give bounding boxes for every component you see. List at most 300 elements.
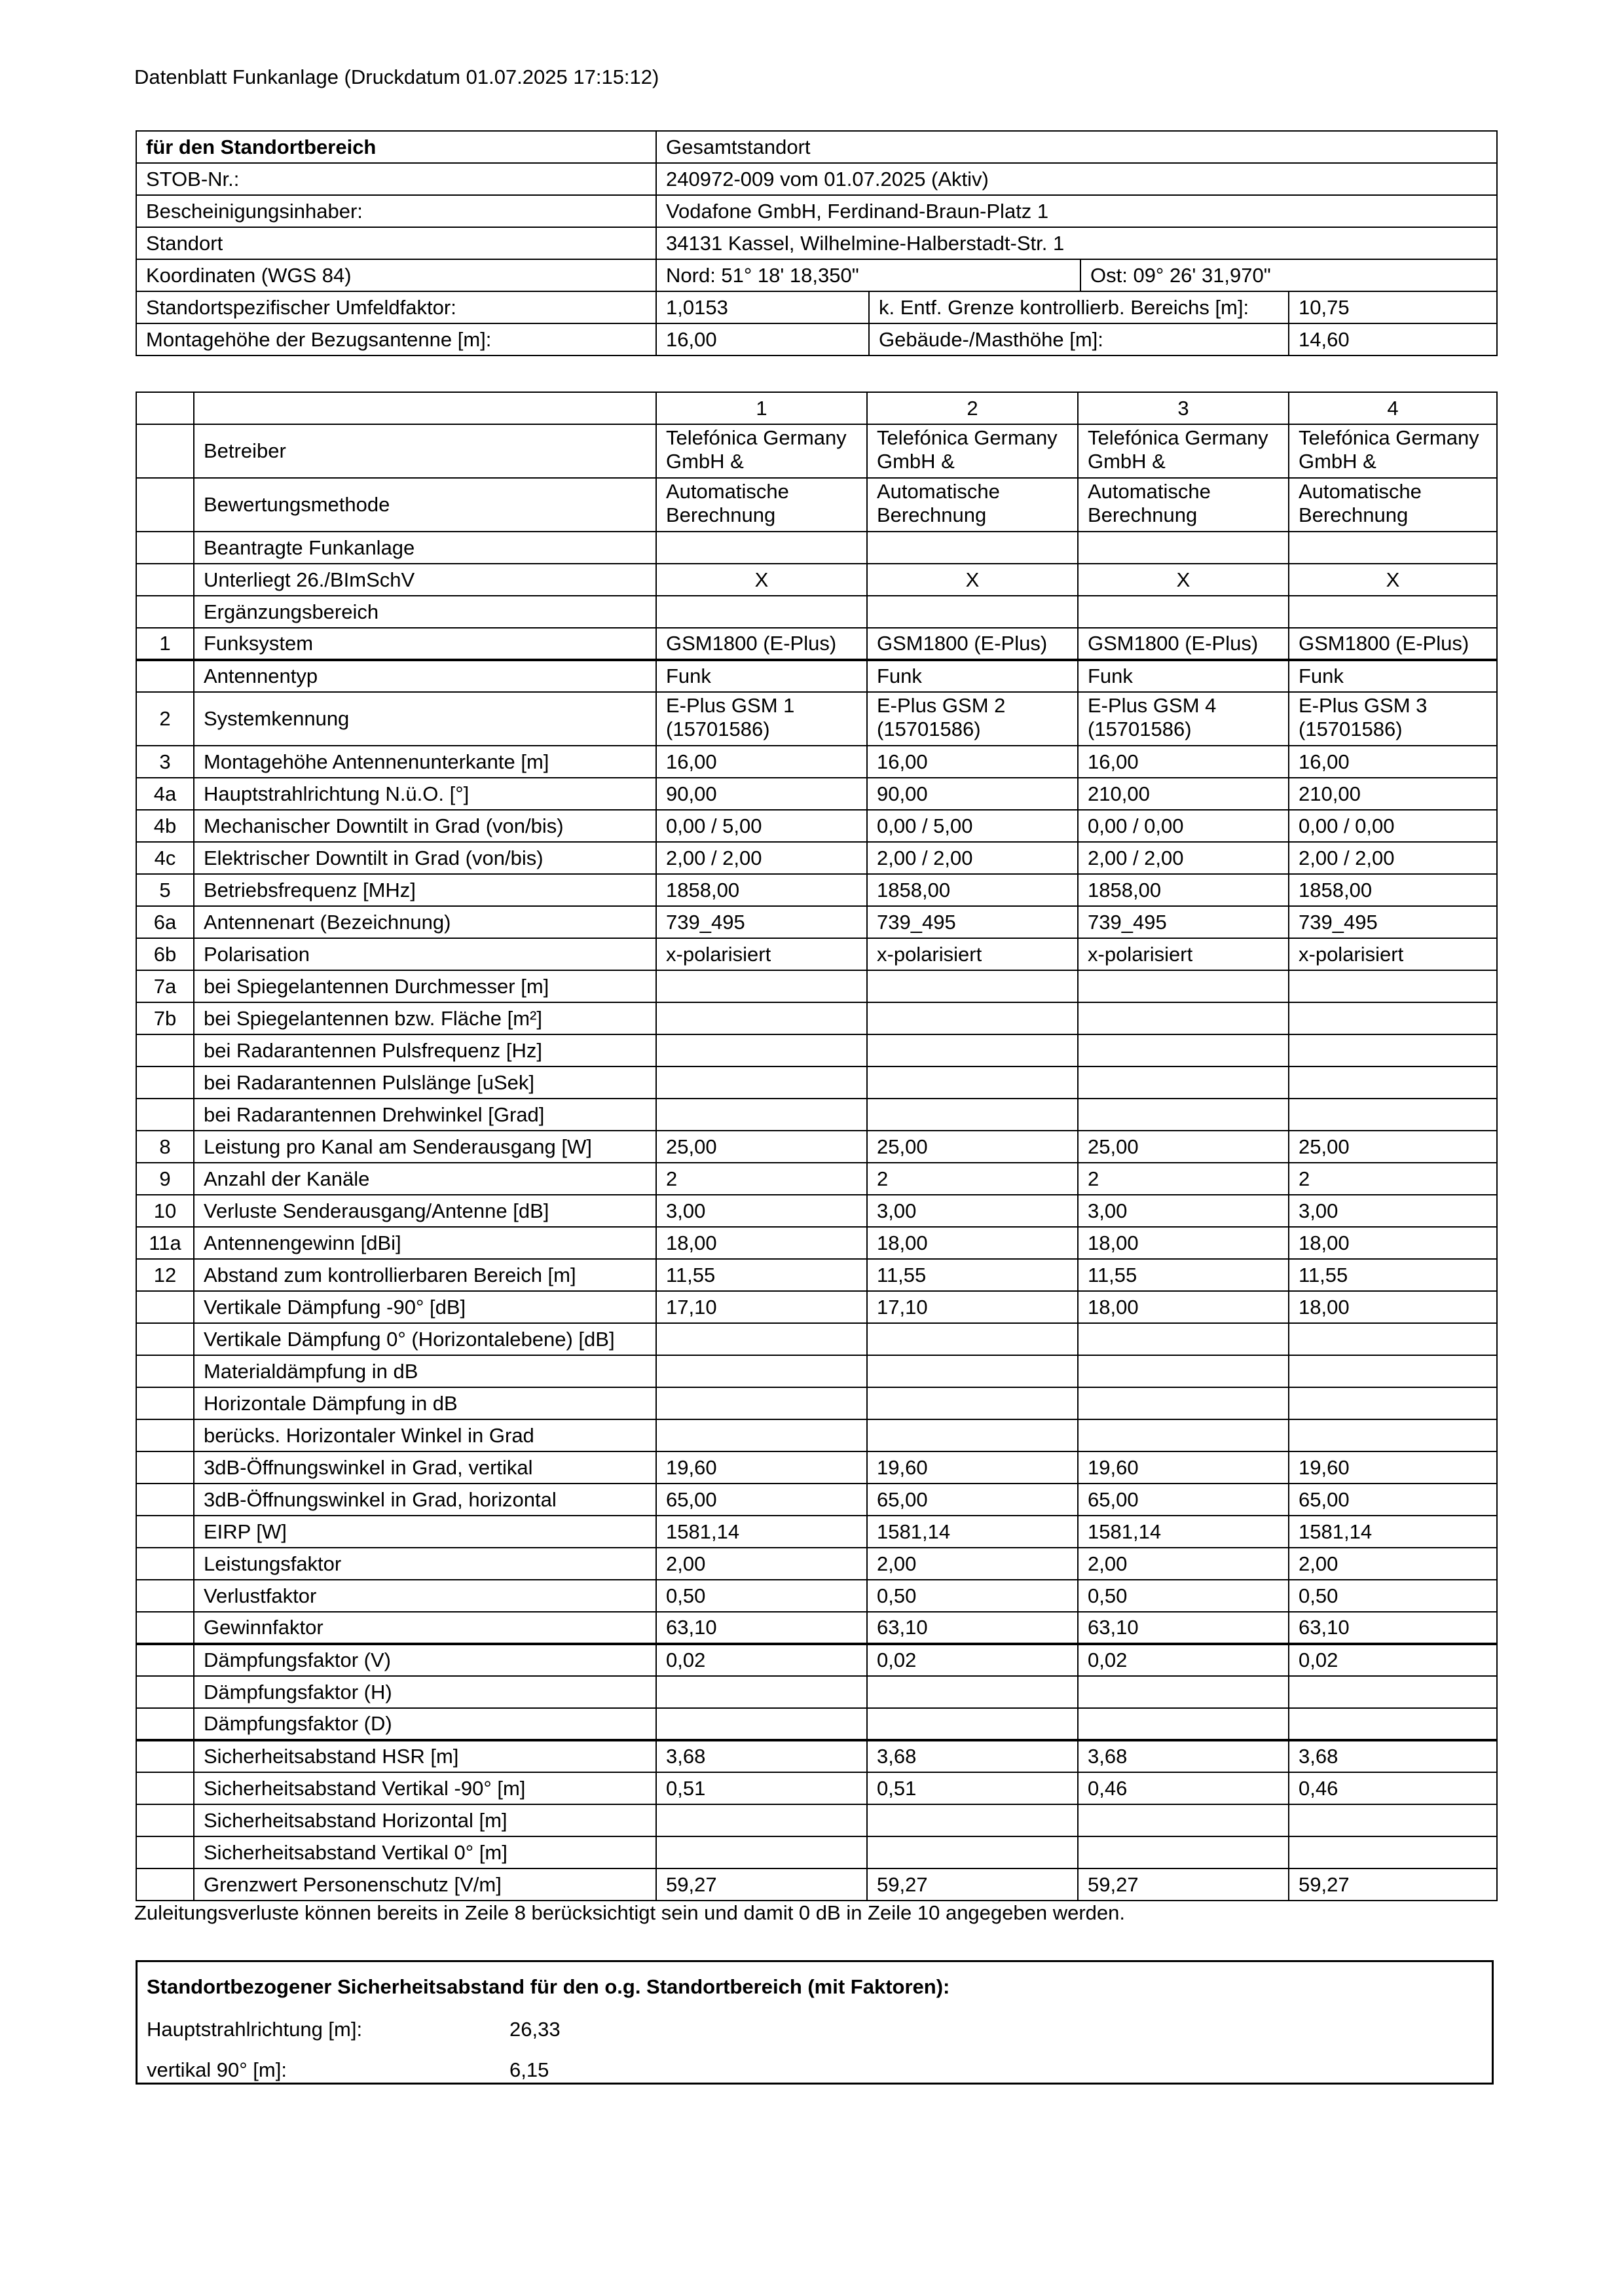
- value-cell: 25,00: [1289, 1131, 1497, 1163]
- table-row: [136, 478, 1497, 532]
- value-cell: [1078, 1002, 1289, 1034]
- row-number: [136, 1740, 194, 1772]
- value-cell: 2: [656, 1163, 867, 1195]
- value-cell: [1289, 1066, 1497, 1099]
- table-row: [136, 1451, 1497, 1484]
- value-cell: [1078, 1034, 1289, 1066]
- value-cell: x-polarisiert: [867, 938, 1078, 970]
- value-cell: 1581,14: [1078, 1516, 1289, 1548]
- row-label: Sicherheitsabstand HSR [m]: [194, 1740, 656, 1772]
- table-row: [136, 660, 1497, 692]
- value-cell: X: [867, 564, 1078, 596]
- row-label: 3dB-Öffnungswinkel in Grad, vertikal: [194, 1451, 656, 1484]
- value-cell: 65,00: [867, 1484, 1078, 1516]
- value-cell: 0,02: [1289, 1644, 1497, 1676]
- value-cell: x-polarisiert: [656, 938, 867, 970]
- value-cell: Funk: [1289, 660, 1497, 692]
- row-label: Anzahl der Kanäle: [194, 1163, 656, 1195]
- value-cell: 3,00: [867, 1195, 1078, 1227]
- value-cell: Automatische Berechnung: [1078, 478, 1289, 532]
- row-number: 7a: [136, 970, 194, 1002]
- value-cell: Automatische Berechnung: [867, 478, 1078, 532]
- row-label: Verluste Senderausgang/Antenne [dB]: [194, 1195, 656, 1227]
- north-value: Nord: 51° 18' 18,350": [656, 259, 1080, 291]
- table-row: [136, 628, 1497, 660]
- row-number: 10: [136, 1195, 194, 1227]
- site-info-table: [136, 130, 1498, 356]
- value-cell: 1858,00: [1078, 874, 1289, 906]
- row-number: [136, 478, 194, 532]
- value-cell: 25,00: [1078, 1131, 1289, 1163]
- value-cell: GSM1800 (E-Plus): [1078, 628, 1289, 660]
- row-label: Funksystem: [194, 628, 656, 660]
- table-row: [136, 1836, 1497, 1868]
- value-cell: [867, 1002, 1078, 1034]
- value-cell: [867, 1099, 1078, 1131]
- boundary-label: k. Entf. Grenze kontrollierb. Bereichs [m]:: [869, 291, 1289, 323]
- value-cell: [1289, 1708, 1497, 1740]
- table-row: [136, 746, 1497, 778]
- row-label: Antennenart (Bezeichnung): [194, 906, 656, 938]
- value-cell: 16,00: [867, 746, 1078, 778]
- east-value: Ost: 09° 26' 31,970": [1080, 259, 1497, 291]
- value-cell: x-polarisiert: [1078, 938, 1289, 970]
- value-cell: 2,00 / 2,00: [1289, 842, 1497, 874]
- value-cell: 1858,00: [867, 874, 1078, 906]
- table-row: [136, 1195, 1497, 1227]
- table-row: [136, 424, 1497, 478]
- row-number: 5: [136, 874, 194, 906]
- row-label: Abstand zum kontrollierbaren Bereich [m]: [194, 1259, 656, 1291]
- row-label: Elektrischer Downtilt in Grad (von/bis): [194, 842, 656, 874]
- value-cell: [867, 1708, 1078, 1740]
- table-row: [136, 1772, 1497, 1804]
- value-cell: 3,00: [1078, 1195, 1289, 1227]
- value-cell: [1289, 1002, 1497, 1034]
- value-cell: [867, 1034, 1078, 1066]
- table-row: [136, 1099, 1497, 1131]
- table-row: [136, 1548, 1497, 1580]
- row-label: Betriebsfrequenz [MHz]: [194, 874, 656, 906]
- table-row: [136, 1804, 1497, 1836]
- row-number: [136, 1355, 194, 1387]
- row-number: [136, 1291, 194, 1323]
- value-cell: 25,00: [656, 1131, 867, 1163]
- row-number: [136, 1772, 194, 1804]
- value-cell: 0,00 / 0,00: [1078, 810, 1289, 842]
- table-row: [136, 1740, 1497, 1772]
- row-label: Bewertungsmethode: [194, 478, 656, 532]
- value-cell: Funk: [1078, 660, 1289, 692]
- value-cell: [1289, 1355, 1497, 1387]
- table-row: [136, 970, 1497, 1002]
- value-cell: 3,68: [867, 1740, 1078, 1772]
- row-number: 1: [136, 628, 194, 660]
- row-number: 12: [136, 1259, 194, 1291]
- value-cell: [867, 1323, 1078, 1355]
- value-cell: Automatische Berechnung: [1289, 478, 1497, 532]
- table-row: [136, 810, 1497, 842]
- table-row: [136, 1868, 1497, 1901]
- value-cell: 0,00 / 5,00: [867, 810, 1078, 842]
- value-cell: Automatische Berechnung: [656, 478, 867, 532]
- value-cell: 25,00: [867, 1131, 1078, 1163]
- value-cell: 739_495: [656, 906, 867, 938]
- value-cell: [656, 1323, 867, 1355]
- value-cell: x-polarisiert: [1289, 938, 1497, 970]
- value-cell: [656, 1708, 867, 1740]
- row-label: Verlustfaktor: [194, 1580, 656, 1612]
- row-label: Materialdämpfung in dB: [194, 1355, 656, 1387]
- value-cell: 3,00: [1289, 1195, 1497, 1227]
- row-number: [136, 1484, 194, 1516]
- value-cell: 0,50: [1078, 1580, 1289, 1612]
- table-row: [136, 1259, 1497, 1291]
- value-cell: [1289, 596, 1497, 628]
- table-row: [136, 1291, 1497, 1323]
- value-cell: [867, 1804, 1078, 1836]
- value-cell: [867, 596, 1078, 628]
- row-label: Dämpfungsfaktor (D): [194, 1708, 656, 1740]
- value-cell: 63,10: [867, 1612, 1078, 1644]
- value-cell: 0,46: [1289, 1772, 1497, 1804]
- table-row: [136, 1708, 1497, 1740]
- value-cell: 0,50: [656, 1580, 867, 1612]
- row-number: 4b: [136, 810, 194, 842]
- row-number: [136, 1612, 194, 1644]
- table-row: [136, 938, 1497, 970]
- row-number: [136, 1419, 194, 1451]
- value-cell: 210,00: [1289, 778, 1497, 810]
- value-cell: 0,51: [656, 1772, 867, 1804]
- value-cell: 3,00: [656, 1195, 867, 1227]
- value-cell: Funk: [867, 660, 1078, 692]
- row-number: [136, 1548, 194, 1580]
- value-cell: 65,00: [1078, 1484, 1289, 1516]
- row-label: Systemkennung: [194, 692, 656, 746]
- value-cell: 2: [867, 1163, 1078, 1195]
- holder-label: Bescheinigungsinhaber:: [136, 195, 656, 227]
- value-cell: [867, 1066, 1078, 1099]
- value-cell: E-Plus GSM 2 (15701586): [867, 692, 1078, 746]
- value-cell: 210,00: [1078, 778, 1289, 810]
- table-row: [136, 1484, 1497, 1516]
- value-cell: X: [656, 564, 867, 596]
- row-label: Horizontale Dämpfung in dB: [194, 1387, 656, 1419]
- antenna-data-table: [136, 392, 1498, 1901]
- value-cell: [1289, 1836, 1497, 1868]
- boundary-value: 10,75: [1289, 291, 1497, 323]
- row-label: Gewinnfaktor: [194, 1612, 656, 1644]
- value-cell: [867, 1676, 1078, 1708]
- value-cell: 3,68: [656, 1740, 867, 1772]
- row-number: [136, 1836, 194, 1868]
- stob-value: 240972-009 vom 01.07.2025 (Aktiv): [656, 163, 1497, 195]
- value-cell: E-Plus GSM 3 (15701586): [1289, 692, 1497, 746]
- summary-vertical-value: 6,15: [509, 2058, 549, 2081]
- value-cell: [1078, 1323, 1289, 1355]
- row-label: Polarisation: [194, 938, 656, 970]
- row-number: [136, 1387, 194, 1419]
- value-cell: 2: [1289, 1163, 1497, 1195]
- value-cell: Telefónica Germany GmbH &: [867, 424, 1078, 478]
- row-label: Sicherheitsabstand Vertikal -90° [m]: [194, 1772, 656, 1804]
- row-number: [136, 1034, 194, 1066]
- row-number: 6a: [136, 906, 194, 938]
- value-cell: 2,00: [1289, 1548, 1497, 1580]
- row-number: 6b: [136, 938, 194, 970]
- value-cell: 0,00 / 0,00: [1289, 810, 1497, 842]
- row-label: Antennengewinn [dBi]: [194, 1227, 656, 1259]
- value-cell: E-Plus GSM 1 (15701586): [656, 692, 867, 746]
- row-label: Unterliegt 26./BImSchV: [194, 564, 656, 596]
- row-number: 3: [136, 746, 194, 778]
- value-cell: 63,10: [1289, 1612, 1497, 1644]
- table-row: [136, 1227, 1497, 1259]
- value-cell: 65,00: [1289, 1484, 1497, 1516]
- value-cell: 17,10: [656, 1291, 867, 1323]
- value-cell: 11,55: [1078, 1259, 1289, 1291]
- value-cell: [656, 1804, 867, 1836]
- factor-value: 1,0153: [656, 291, 869, 323]
- table-row: [136, 842, 1497, 874]
- row-number: [136, 564, 194, 596]
- header-label-cell: [194, 392, 656, 424]
- value-cell: [1078, 970, 1289, 1002]
- value-cell: 11,55: [867, 1259, 1078, 1291]
- value-cell: 19,60: [1289, 1451, 1497, 1484]
- value-cell: [656, 1002, 867, 1034]
- value-cell: GSM1800 (E-Plus): [867, 628, 1078, 660]
- area-value: Gesamtstandort: [656, 131, 1497, 163]
- row-label: Hauptstrahlrichtung N.ü.O. [°]: [194, 778, 656, 810]
- value-cell: 18,00: [1289, 1291, 1497, 1323]
- value-cell: 16,00: [656, 746, 867, 778]
- value-cell: [656, 1099, 867, 1131]
- table-row: [136, 1419, 1497, 1451]
- value-cell: 0,02: [867, 1644, 1078, 1676]
- value-cell: 18,00: [1289, 1227, 1497, 1259]
- value-cell: 11,55: [656, 1259, 867, 1291]
- value-cell: 59,27: [656, 1868, 867, 1901]
- document-title: Datenblatt Funkanlage (Druckdatum 01.07.2025 17:15:12): [134, 65, 659, 88]
- factor-label: Standortspezifischer Umfeldfaktor:: [136, 291, 656, 323]
- value-cell: [1289, 1419, 1497, 1451]
- value-cell: 0,50: [1289, 1580, 1497, 1612]
- table-row: [136, 1644, 1497, 1676]
- value-cell: 90,00: [656, 778, 867, 810]
- row-label: Dämpfungsfaktor (V): [194, 1644, 656, 1676]
- row-number: [136, 1451, 194, 1484]
- site-row-area: [136, 131, 1497, 163]
- row-number: 4c: [136, 842, 194, 874]
- value-cell: 90,00: [867, 778, 1078, 810]
- value-cell: 18,00: [1078, 1291, 1289, 1323]
- stob-label: STOB-Nr.:: [136, 163, 656, 195]
- value-cell: Telefónica Germany GmbH &: [1078, 424, 1289, 478]
- value-cell: [656, 1066, 867, 1099]
- row-label: berücks. Horizontaler Winkel in Grad: [194, 1419, 656, 1451]
- value-cell: 19,60: [867, 1451, 1078, 1484]
- value-cell: 2,00 / 2,00: [867, 842, 1078, 874]
- value-cell: 0,00 / 5,00: [656, 810, 867, 842]
- row-number: [136, 1708, 194, 1740]
- value-cell: [1078, 1355, 1289, 1387]
- value-cell: 0,02: [1078, 1644, 1289, 1676]
- row-label: Leistung pro Kanal am Senderausgang [W]: [194, 1131, 656, 1163]
- site-row-holder: [136, 195, 1497, 227]
- row-label: Sicherheitsabstand Horizontal [m]: [194, 1804, 656, 1836]
- value-cell: GSM1800 (E-Plus): [656, 628, 867, 660]
- value-cell: 18,00: [656, 1227, 867, 1259]
- value-cell: [1289, 1676, 1497, 1708]
- location-value: 34131 Kassel, Wilhelmine-Halberstadt-Str. 1: [656, 227, 1497, 259]
- row-number: [136, 1804, 194, 1836]
- value-cell: 1581,14: [867, 1516, 1078, 1548]
- value-cell: [1289, 1387, 1497, 1419]
- value-cell: [1078, 1387, 1289, 1419]
- value-cell: [1289, 1804, 1497, 1836]
- value-cell: [656, 1355, 867, 1387]
- column-header: 1: [656, 392, 867, 424]
- table-row: [136, 1580, 1497, 1612]
- table-row: [136, 1516, 1497, 1548]
- value-cell: 16,00: [1289, 746, 1497, 778]
- value-cell: [1078, 1804, 1289, 1836]
- row-label: Sicherheitsabstand Vertikal 0° [m]: [194, 1836, 656, 1868]
- site-row-coordinates: [136, 259, 1497, 291]
- row-label: EIRP [W]: [194, 1516, 656, 1548]
- value-cell: [867, 1387, 1078, 1419]
- row-number: 8: [136, 1131, 194, 1163]
- value-cell: [867, 1836, 1078, 1868]
- value-cell: 2,00: [1078, 1548, 1289, 1580]
- value-cell: [1078, 1836, 1289, 1868]
- row-number: [136, 1868, 194, 1901]
- column-header: 2: [867, 392, 1078, 424]
- table-row: [136, 1323, 1497, 1355]
- row-label: bei Radarantennen Drehwinkel [Grad]: [194, 1099, 656, 1131]
- footnote: Zuleitungsverluste können bereits in Zeile 8 berücksichtigt sein und damit 0 dB in Zeile 10 angegeben werden.: [134, 1901, 1126, 1924]
- value-cell: [867, 1355, 1078, 1387]
- value-cell: 2,00: [656, 1548, 867, 1580]
- row-number: [136, 1516, 194, 1548]
- row-label: Leistungsfaktor: [194, 1548, 656, 1580]
- value-cell: 65,00: [656, 1484, 867, 1516]
- table-row: [136, 564, 1497, 596]
- table-row: [136, 692, 1497, 746]
- value-cell: 3,68: [1289, 1740, 1497, 1772]
- site-row-factor: [136, 291, 1497, 323]
- table-row: [136, 1163, 1497, 1195]
- table-row: [136, 1034, 1497, 1066]
- table-row: [136, 596, 1497, 628]
- value-cell: [1078, 1419, 1289, 1451]
- row-label: bei Radarantennen Pulslänge [uSek]: [194, 1066, 656, 1099]
- row-number: 2: [136, 692, 194, 746]
- row-number: [136, 596, 194, 628]
- value-cell: 3,68: [1078, 1740, 1289, 1772]
- value-cell: [1289, 1099, 1497, 1131]
- value-cell: [656, 1836, 867, 1868]
- row-number: [136, 1323, 194, 1355]
- header-no-cell: [136, 392, 194, 424]
- row-label: Vertikale Dämpfung 0° (Horizontalebene) [dB]: [194, 1323, 656, 1355]
- row-label: 3dB-Öffnungswinkel in Grad, horizontal: [194, 1484, 656, 1516]
- row-number: [136, 1676, 194, 1708]
- row-label: Dämpfungsfaktor (H): [194, 1676, 656, 1708]
- value-cell: 1858,00: [1289, 874, 1497, 906]
- column-header-row: [136, 392, 1497, 424]
- row-number: [136, 1066, 194, 1099]
- column-header: 4: [1289, 392, 1497, 424]
- value-cell: 0,51: [867, 1772, 1078, 1804]
- value-cell: 18,00: [867, 1227, 1078, 1259]
- value-cell: 63,10: [656, 1612, 867, 1644]
- value-cell: [656, 1419, 867, 1451]
- row-number: [136, 1099, 194, 1131]
- value-cell: 739_495: [1078, 906, 1289, 938]
- value-cell: [867, 970, 1078, 1002]
- value-cell: 16,00: [1078, 746, 1289, 778]
- value-cell: [1289, 1034, 1497, 1066]
- table-row: [136, 778, 1497, 810]
- value-cell: X: [1078, 564, 1289, 596]
- row-label: Vertikale Dämpfung -90° [dB]: [194, 1291, 656, 1323]
- row-label: Grenzwert Personenschutz [V/m]: [194, 1868, 656, 1901]
- value-cell: [1078, 1708, 1289, 1740]
- area-label: für den Standortbereich: [136, 131, 656, 163]
- row-number: [136, 1580, 194, 1612]
- value-cell: E-Plus GSM 4 (15701586): [1078, 692, 1289, 746]
- site-row-location: [136, 227, 1497, 259]
- holder-value: Vodafone GmbH, Ferdinand-Braun-Platz 1: [656, 195, 1497, 227]
- value-cell: [656, 1387, 867, 1419]
- location-label: Standort: [136, 227, 656, 259]
- row-label: Mechanischer Downtilt in Grad (von/bis): [194, 810, 656, 842]
- value-cell: 1858,00: [656, 874, 867, 906]
- value-cell: 2,00 / 2,00: [656, 842, 867, 874]
- mount-label: Montagehöhe der Bezugsantenne [m]:: [136, 323, 656, 355]
- value-cell: [1078, 1676, 1289, 1708]
- row-number: 9: [136, 1163, 194, 1195]
- summary-main-value: 26,33: [509, 2018, 561, 2041]
- building-value: 14,60: [1289, 323, 1497, 355]
- value-cell: Telefónica Germany GmbH &: [656, 424, 867, 478]
- value-cell: 19,60: [656, 1451, 867, 1484]
- value-cell: [1289, 970, 1497, 1002]
- row-label: bei Spiegelantennen Durchmesser [m]: [194, 970, 656, 1002]
- value-cell: 0,46: [1078, 1772, 1289, 1804]
- table-row: [136, 1002, 1497, 1034]
- summary-vertical-label: vertikal 90° [m]:: [147, 2058, 287, 2081]
- value-cell: 0,50: [867, 1580, 1078, 1612]
- value-cell: GSM1800 (E-Plus): [1289, 628, 1497, 660]
- value-cell: 19,60: [1078, 1451, 1289, 1484]
- value-cell: [1289, 532, 1497, 564]
- row-label: Betreiber: [194, 424, 656, 478]
- value-cell: [867, 532, 1078, 564]
- table-row: [136, 1676, 1497, 1708]
- table-row: [136, 906, 1497, 938]
- value-cell: 2: [1078, 1163, 1289, 1195]
- value-cell: [656, 1676, 867, 1708]
- row-number: 4a: [136, 778, 194, 810]
- value-cell: [656, 596, 867, 628]
- value-cell: 17,10: [867, 1291, 1078, 1323]
- value-cell: 2,00: [867, 1548, 1078, 1580]
- row-number: 7b: [136, 1002, 194, 1034]
